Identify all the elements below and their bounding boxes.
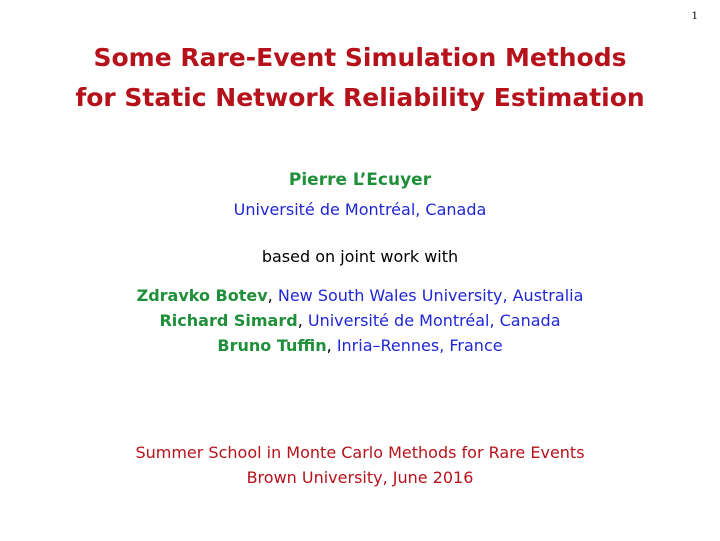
coauthor-name: Richard Simard [159, 311, 298, 330]
event-line-2: Brown University, June 2016 [246, 468, 474, 487]
joint-work-label: based on joint work with [261, 247, 459, 266]
coauthor-line [0, 336, 720, 355]
separator: , [267, 286, 278, 305]
author-affiliation: Université de Montréal, Canada [233, 200, 487, 219]
coauthor-line [0, 286, 720, 305]
coauthor-affiliation: Inria–Rennes, France [336, 336, 503, 355]
coauthor-line [0, 311, 720, 330]
title-line-1: Some Rare-Event Simulation Methods [93, 43, 627, 72]
title-line-2: for Static Network Reliability Estimation [75, 83, 645, 112]
slide-title [0, 38, 720, 118]
separator: , [297, 311, 308, 330]
event-line-1: Summer School in Monte Carlo Methods for Rare Events [135, 443, 585, 462]
separator: , [326, 336, 337, 355]
coauthor-affiliation: New South Wales University, Australia [277, 286, 584, 305]
coauthor-name: Zdravko Botev [136, 286, 268, 305]
page-number: 1 [691, 11, 698, 22]
coauthor-name: Bruno Tuffin [217, 336, 327, 355]
author-name: Pierre L’Ecuyer [288, 170, 432, 190]
coauthor-affiliation: Université de Montréal, Canada [307, 311, 561, 330]
